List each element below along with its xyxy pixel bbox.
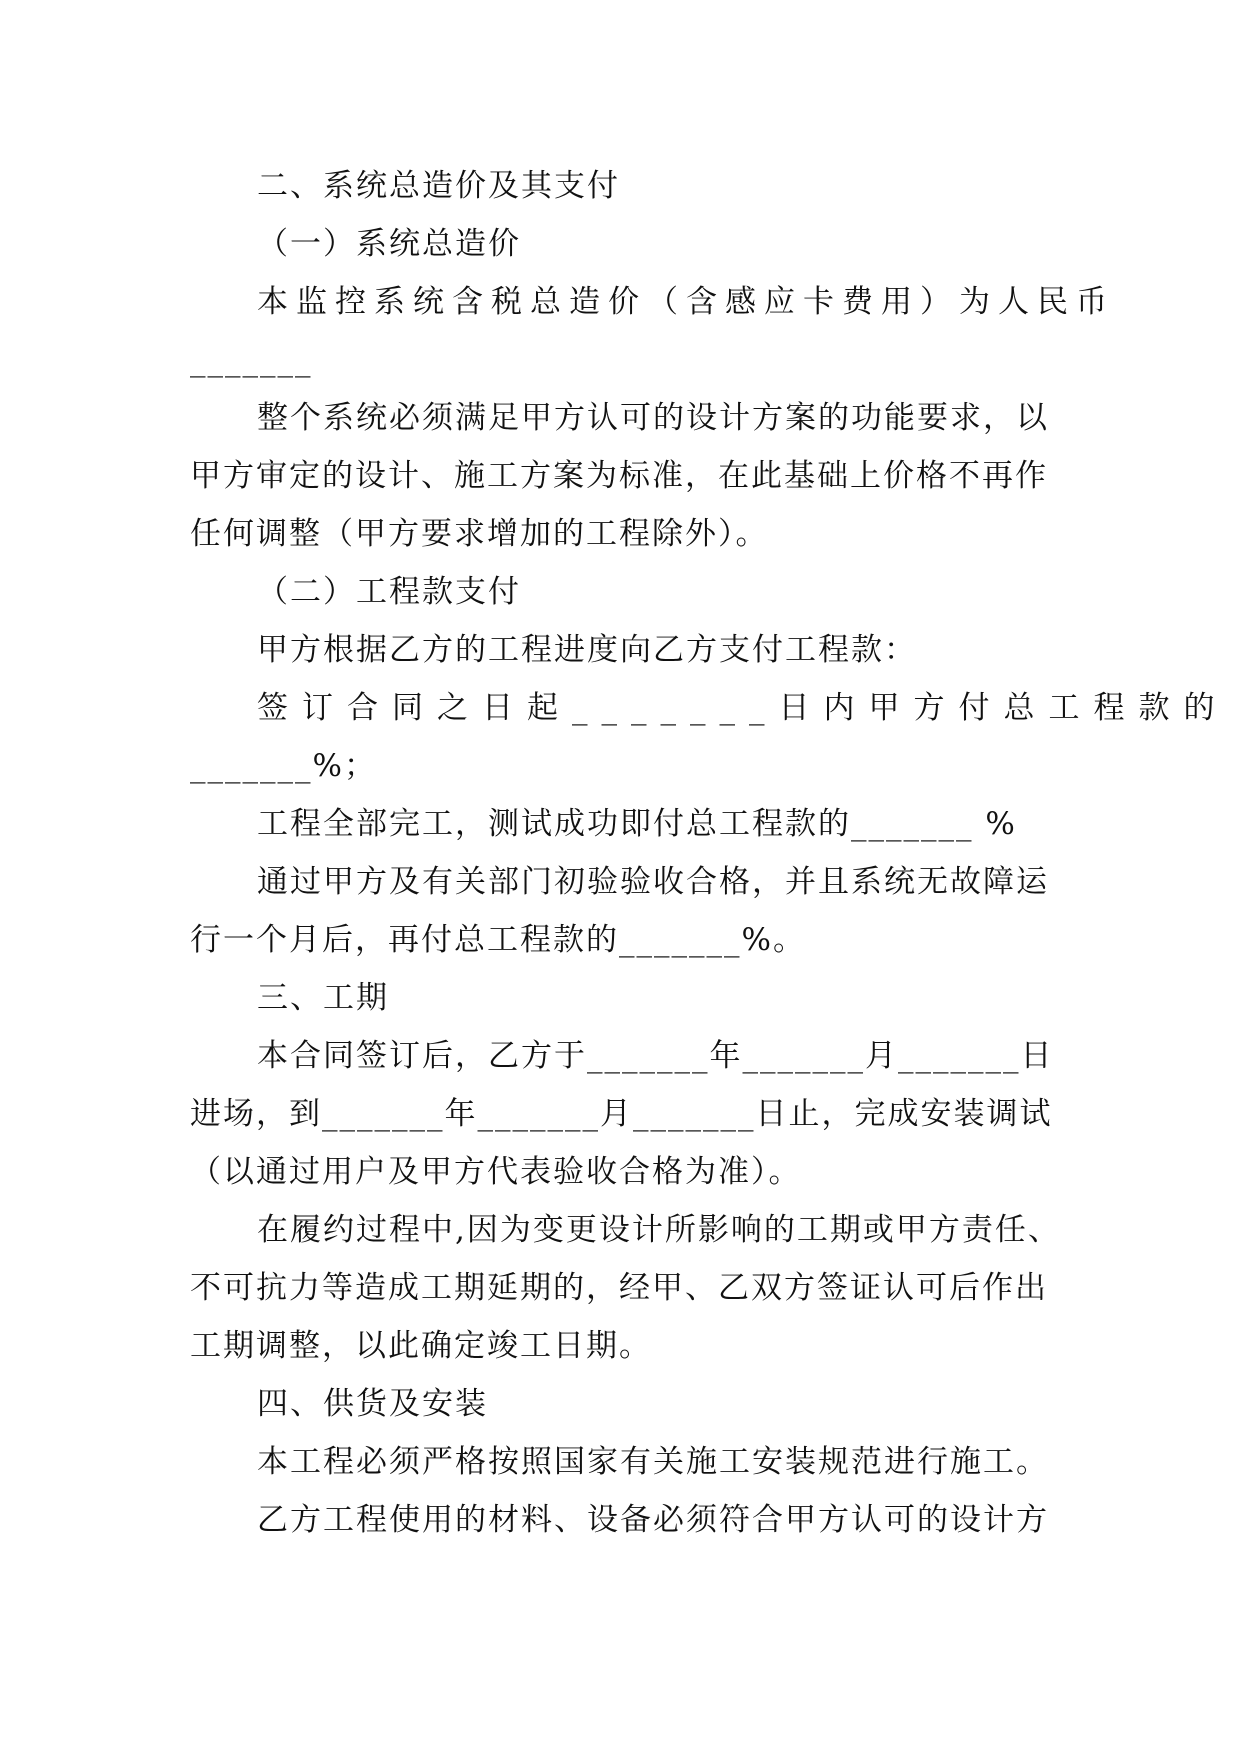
paragraph-line: 本监控系统含税总造价（含感应卡费用）为人民币 — [257, 284, 1115, 320]
paragraph-line: 甲方审定的设计、施工方案为标准，在此基础上价格不再作 — [190, 458, 1048, 494]
paragraph-line: 工程全部完工，测试成功即付总工程款的_______ % — [257, 806, 1017, 842]
paragraph-line: 在履约过程中,因为变更设计所影响的工期或甲方责任、 — [257, 1212, 1061, 1248]
paragraph-line: 任何调整（甲方要求增加的工程除外）。 — [190, 516, 769, 552]
subsection-heading-2: （二）工程款支付 — [257, 574, 521, 610]
paragraph-line: 签订合同之日起_______日内甲方付总工程款的 — [257, 690, 1229, 726]
section-heading-4: 四、供货及安装 — [257, 1386, 488, 1422]
blank-line: _______ — [190, 342, 313, 378]
paragraph-line: _______%； — [190, 748, 377, 784]
paragraph-line: 工期调整，以此确定竣工日期。 — [190, 1328, 652, 1364]
paragraph-line: 不可抗力等造成工期延期的，经甲、乙双方签证认可后作出 — [190, 1270, 1048, 1306]
section-heading-2: 二、系统总造价及其支付 — [257, 168, 620, 204]
paragraph-line: 乙方工程使用的材料、设备必须符合甲方认可的设计方 — [257, 1502, 1049, 1538]
paragraph-line: 行一个月后，再付总工程款的_______%。 — [190, 922, 806, 958]
paragraph-line: 整个系统必须满足甲方认可的设计方案的功能要求，以 — [257, 400, 1049, 436]
paragraph-line: 通过甲方及有关部门初验验收合格，并且系统无故障运 — [257, 864, 1049, 900]
paragraph-line: （以通过用户及甲方代表验收合格为准）。 — [190, 1154, 802, 1190]
section-heading-3: 三、工期 — [257, 980, 389, 1016]
paragraph-line: 本工程必须严格按照国家有关施工安装规范进行施工。 — [257, 1444, 1049, 1480]
paragraph-line: 甲方根据乙方的工程进度向乙方支付工程款： — [257, 632, 917, 668]
paragraph-line: 进场，到_______年_______月_______日止，完成安装调试 — [190, 1096, 1053, 1132]
paragraph-line: 本合同签订后，乙方于_______年_______月_______日 — [257, 1038, 1054, 1074]
subsection-heading-1: （一）系统总造价 — [257, 226, 521, 262]
